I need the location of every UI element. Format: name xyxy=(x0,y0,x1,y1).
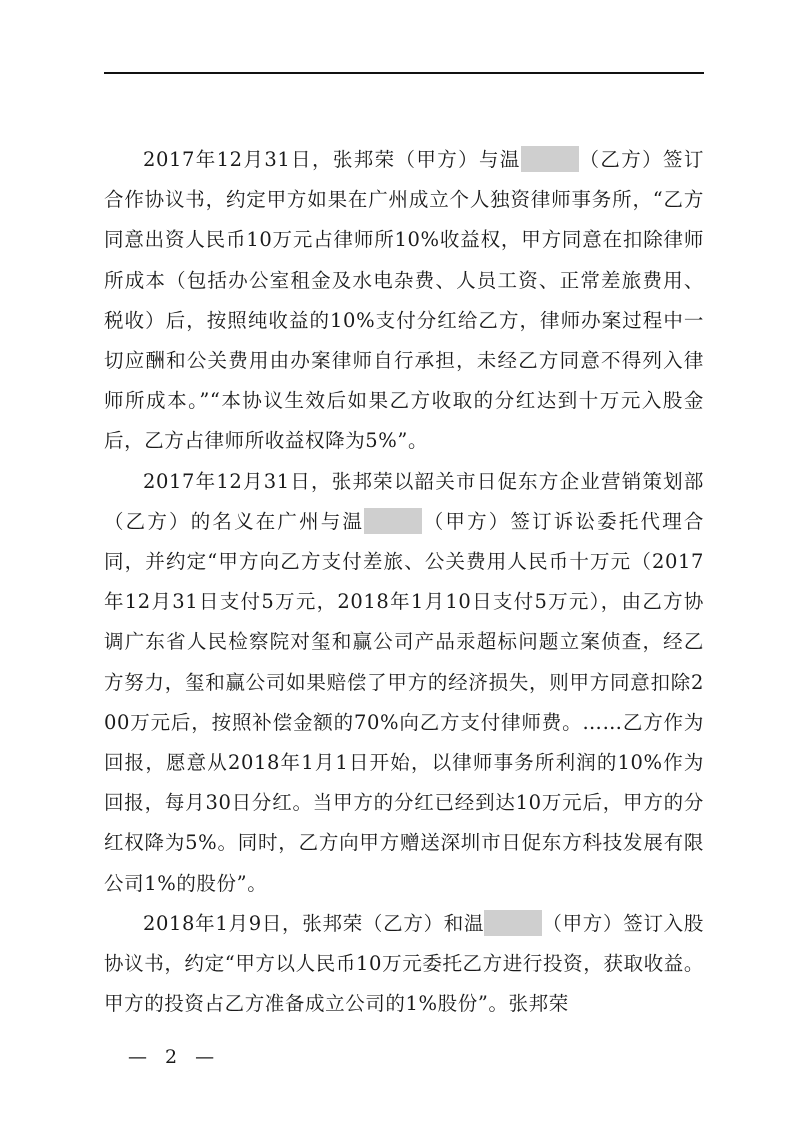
redaction-block xyxy=(521,146,579,172)
document-body xyxy=(104,140,704,1024)
page-number: — 2 — xyxy=(128,1046,221,1068)
redaction-block xyxy=(364,508,422,534)
paragraph-1-rest: （乙方）签订合作协议书，约定甲方如果在广州成立个人独资律师事务所，“乙方同意出资人民币10万元占律师所10%收益权，甲方同意在扣除律师所成本（包括办公室租金及水电杂费、人员工资、正常差旅费用、税收）后，按照纯收益的10%支付分红给乙方，律师办案过程中一切应酬和公关费用由办案律师自行承担，未经乙方同意不得列入律师所成本。”“本协议生效后如果乙方收取的分红达到十万元入股金后，乙方占律师所收益权降为5%”。 xyxy=(104,148,704,453)
paragraph-3-rest: （甲方）签订入股协议书，约定“甲方以人民币10万元委托乙方进行投资，获取收益。甲方的投资占乙方准备成立公司的1%股份”。张邦荣 xyxy=(104,911,704,1016)
paragraph-3-start: 2018年1月9日，张邦荣（乙方）和温 xyxy=(143,911,485,935)
header-rule xyxy=(104,72,704,74)
paragraph-2-start: 2017年12月31日，张邦荣以韶关市日促东方企业营销策划部（乙方）的名义在广州与温 xyxy=(104,469,704,533)
paragraph-3 xyxy=(104,904,704,1025)
paragraph-1-start: 2017年12月31日，张邦荣（甲方）与温 xyxy=(143,148,521,171)
paragraph-1 xyxy=(104,140,704,462)
paragraph-2-rest: （甲方）签订诉讼委托代理合同，并约定“甲方向乙方支付差旅、公关费用人民币十万元（2017年12月31日支付5万元，2018年1月10日支付5万元），由乙方协调广东省人民检察院对玺和赢公司产品汞超标问题立案侦查，经乙方努力，玺和赢公司如果赔偿了甲方的经济损失，则甲方同意扣除200万元后，按照补偿金额的70%向乙方支付律师费。……乙方作为回报，愿意从2018年1月1日开始，以律师事务所利润的10%作为回报，每月30日分红。当甲方的分红已经到达10万元后，甲方的分红权降为5%。同时，乙方向甲方赠送深圳市日促东方科技发展有限公司1%的股份”。 xyxy=(104,509,704,895)
redaction-block xyxy=(484,910,542,936)
paragraph-2 xyxy=(104,462,704,904)
